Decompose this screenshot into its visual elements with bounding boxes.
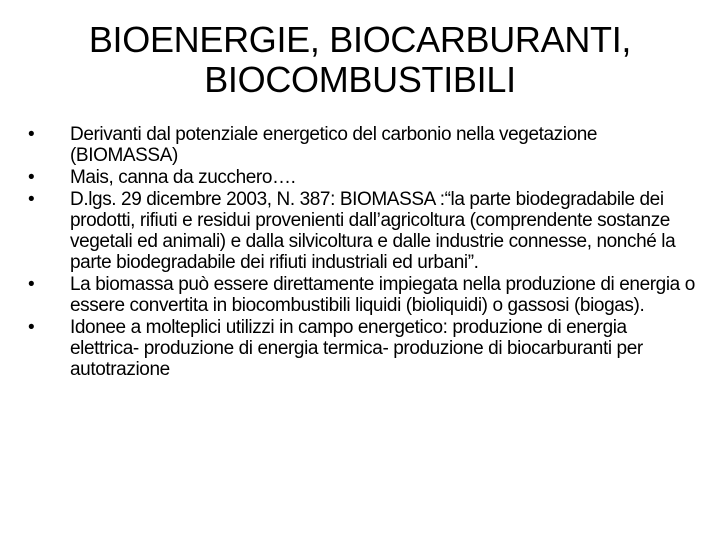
slide-title-line-2: BIOCOMBUSTIBILI [204,59,516,100]
bullet-item-dlgs-definizione [28,189,696,273]
bullet-item-utilizzi [28,317,696,380]
bullet-text: Mais, canna da zucchero…. [70,167,296,188]
bullet-text: D.lgs. 29 dicembre 2003, N. 387: BIOMASSA :“la parte biodegradabile dei prodotti, rifiuti e residui provenienti dall’agricoltura (comprendente sostanze vegetali ed animali) e dalla silvicoltura e dalle industrie connesse, nonché la parte biodegradabile dei rifiuti industriali ed urbani”. [70,189,676,273]
bullet-item-biomassa-impiego [28,274,696,316]
bullet-text: Idonee a molteplici utilizzi in campo energetico: produzione di energia elettrica- produzione di energia termica- produzione di biocarburanti per autotrazione [70,317,643,380]
bullet-list [28,124,696,381]
bullet-text: La biomassa può essere direttamente impiegata nella produzione di energia o essere convertita in biocombustibili liquidi (bioliquidi) o gassosi (biogas). [70,274,695,316]
bullet-item-mais [28,167,696,188]
bullet-marker: • [28,317,35,338]
bullet-marker: • [28,189,35,210]
slide-title [40,20,680,100]
bullet-text: Derivanti dal potenziale energetico del carbonio nella vegetazione (BIOMASSA) [70,124,598,166]
bullet-marker: • [28,167,35,188]
bullet-marker: • [28,274,35,295]
bullet-item-derivanti [28,124,696,166]
bullet-marker: • [28,124,35,145]
slide-title-line-1: BIOENERGIE, BIOCARBURANTI, [88,19,632,60]
